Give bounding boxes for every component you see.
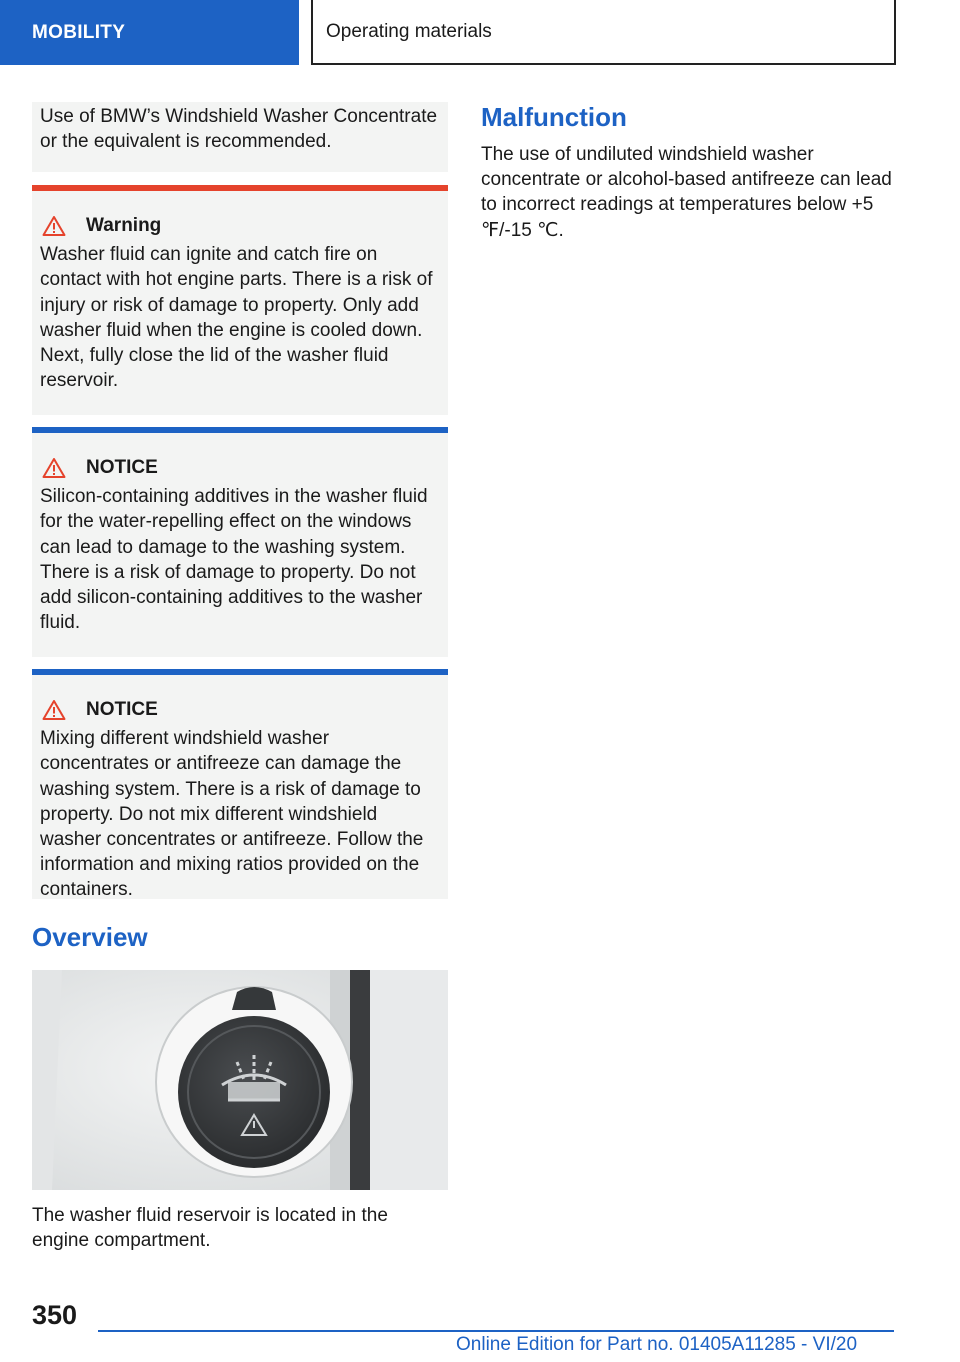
intro-note-box [32,102,448,172]
malfunction-text: The use of undiluted windshield washer concentrate or alcohol-based antifreeze can lead to incorrect readings at temperatures below +5 ℉/-15 ℃. [481,144,892,241]
warning-title: Warning [86,215,162,236]
notice-title: NOTICE [86,457,158,478]
footer-divider [98,1330,894,1332]
notice-triangle-icon [42,699,66,721]
section-title: MOBILITY [32,21,126,43]
washer-cap-illustration [32,970,448,1190]
notice-bar [32,427,448,433]
overview-caption: The washer fluid reservoir is located in the engine compartment. [32,1205,388,1252]
warning-bar [32,185,448,191]
page-number: 350 [32,1300,78,1330]
warning-text: Washer fluid can ignite and catch fire on contact with hot engine parts. There is a risk of injury or risk of damage to property. Only add washer fluid when the engine is cooled down. Next, fully close the lid of the washer fluid reservoir. [40,244,433,392]
warning-title-row [40,213,440,238]
footer-edition: Online Edition for Part no. 01405A11285 - VI/20 [456,1334,858,1355]
notice-text: Silicon-containing additives in the washer fluid for the water-repelling effect on the windows can lead to damage to the washing system. There is a risk of damage to property. Do not add silicon-containing additives to the washer fluid. [40,486,428,634]
notice-box-1 [32,427,448,657]
notice-triangle-icon [42,457,66,479]
intro-note-text: Use of BMW’s Windshield Washer Concentrate or the equivalent is recommended. [40,106,438,153]
header-chapter [311,0,896,65]
washer-reservoir-photo [32,970,448,1190]
notice-bar [32,669,448,675]
notice-title-row [40,697,440,722]
overview-heading: Overview [32,922,148,952]
notice-box-2 [32,669,448,899]
warning-triangle-icon [42,215,66,237]
notice-text: Mixing different windshield washer concentrates or antifreeze can damage the washing system. There is a risk of damage to property. Do not mix different windshield washer concentrates or antifreeze. Follow the information and mixing ratios provided on the containers. [40,728,424,901]
notice-title-row [40,455,440,480]
malfunction-heading: Malfunction [481,102,627,132]
chapter-title: Operating materials [326,20,492,42]
warning-box [32,185,448,415]
notice-title: NOTICE [86,699,158,720]
header-section-label [0,0,299,65]
